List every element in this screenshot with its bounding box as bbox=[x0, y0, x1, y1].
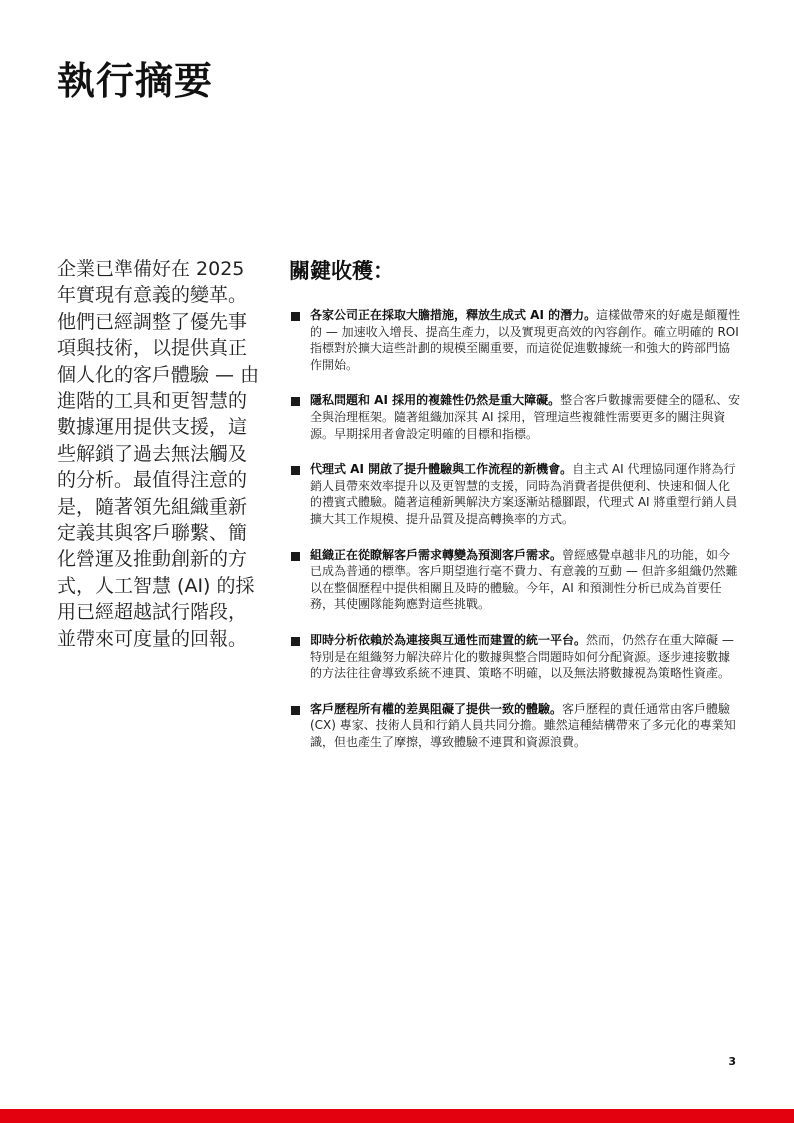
takeaway-text bbox=[310, 632, 741, 682]
takeaway-item bbox=[289, 632, 741, 682]
takeaway-item bbox=[289, 392, 741, 442]
key-takeaways-heading: 關鍵收穫： bbox=[289, 259, 394, 283]
takeaway-lead: 各家公司正在採取大膽措施，釋放生成式 AI 的潛力。 bbox=[310, 308, 597, 322]
square-bullet-icon bbox=[291, 637, 300, 646]
takeaway-text bbox=[310, 701, 741, 751]
footer-accent-bar bbox=[0, 1109, 794, 1123]
takeaway-body: 自主式 AI 代理協同運作將為行銷人員帶來效率提升以及更智慧的支援，同時為消費者提供便利、快速和個人化的禮賓式體驗。隨著這種新興解決方案逐漸站穩腳跟，代理式 AI 將重塑行銷人員擴大其工作規模、提升品質及提高轉換率的方式。 bbox=[310, 462, 738, 526]
takeaway-lead: 即時分析依賴於為連接與互通性而建置的統一平台。 bbox=[310, 632, 587, 647]
takeaway-lead: 代理式 AI 開啟了提升體驗與工作流程的新機會。 bbox=[310, 462, 573, 477]
takeaway-lead: 隱私問題和 AI 採用的複雜性仍然是重大障礙。 bbox=[310, 393, 561, 408]
key-takeaways-section bbox=[289, 255, 741, 769]
square-bullet-icon bbox=[291, 312, 300, 321]
takeaway-body: 曾經感覺卓越非凡的功能，如今已成為普通的標準。客戶期望進行毫不費力、有意義的互動 — 但許多組織仍然難以在整個歷程中提供相關且及時的體驗。今年，AI 和預測性分析已成為首要任務，其使團隊能夠應對這些挑戰。 bbox=[310, 547, 738, 612]
takeaway-item bbox=[289, 547, 741, 613]
takeaway-body: 然而，仍然存在重大障礙 — 特別是在組織努力解決碎片化的數據與整合問題時如何分配資源。逐步連接數據的方法往往會導致系統不連貫、策略不明確，以及無法將數據視為策略性資產。 bbox=[310, 632, 734, 681]
takeaway-text bbox=[310, 461, 741, 527]
intro-paragraph: 企業已準備好在 2025 年實現有意義的變革。他們已經調整了優先事項與技術，以提供真正個人化的客戶體驗 — 由進階的工具和更智慧的數據運用提供支援，這些解鎖了過去無法觸及的分析。最值得注意的是，隨著領先組織重新定義其與客戶聯繫、簡化營運及推動創新的方式，人工智慧 (AI) 的採用已經超越試行階段，並帶來可度量的回報。 bbox=[57, 258, 260, 650]
takeaway-item bbox=[289, 461, 741, 527]
square-bullet-icon bbox=[291, 397, 300, 406]
takeaway-text bbox=[310, 547, 741, 613]
takeaway-text bbox=[310, 392, 741, 442]
takeaway-lead: 組織正在從瞭解客戶需求轉變為預測客戶需求。 bbox=[310, 547, 563, 562]
square-bullet-icon bbox=[291, 552, 300, 561]
takeaway-item bbox=[289, 701, 741, 751]
takeaway-body: 這樣做帶來的好處是顛覆性的 — 加速收入增長、提高生產力，以及實現更高效的內容創作。確立明確的 ROI 指標對於擴大這些計劃的規模至關重要，而這從促進數據統一和強大的跨部門協作開始。 bbox=[310, 308, 741, 372]
page-title: 執行摘要 bbox=[57, 59, 214, 103]
takeaway-lead: 客戶歷程所有權的差異阻礙了提供一致的體驗。 bbox=[310, 701, 563, 716]
page-number: 3 bbox=[728, 1055, 736, 1068]
takeaway-body: 客戶歷程的責任通常由客戶體驗 (CX) 專家、技術人員和行銷人員共同分擔。雖然這種結構帶來了多元化的專業知識，但也產生了摩擦，導致體驗不連貫和資源浪費。 bbox=[310, 701, 736, 749]
square-bullet-icon bbox=[291, 706, 300, 715]
square-bullet-icon bbox=[291, 466, 300, 475]
takeaway-text bbox=[310, 307, 741, 373]
takeaway-body: 整合客戶數據需要健全的隱私、安全與治理框架。隨著組織加深其 AI 採用，管理這些複雜性需要更多的關注與資源。早期採用者會設定明確的目標和指標。 bbox=[310, 393, 741, 441]
takeaway-item bbox=[289, 307, 741, 373]
